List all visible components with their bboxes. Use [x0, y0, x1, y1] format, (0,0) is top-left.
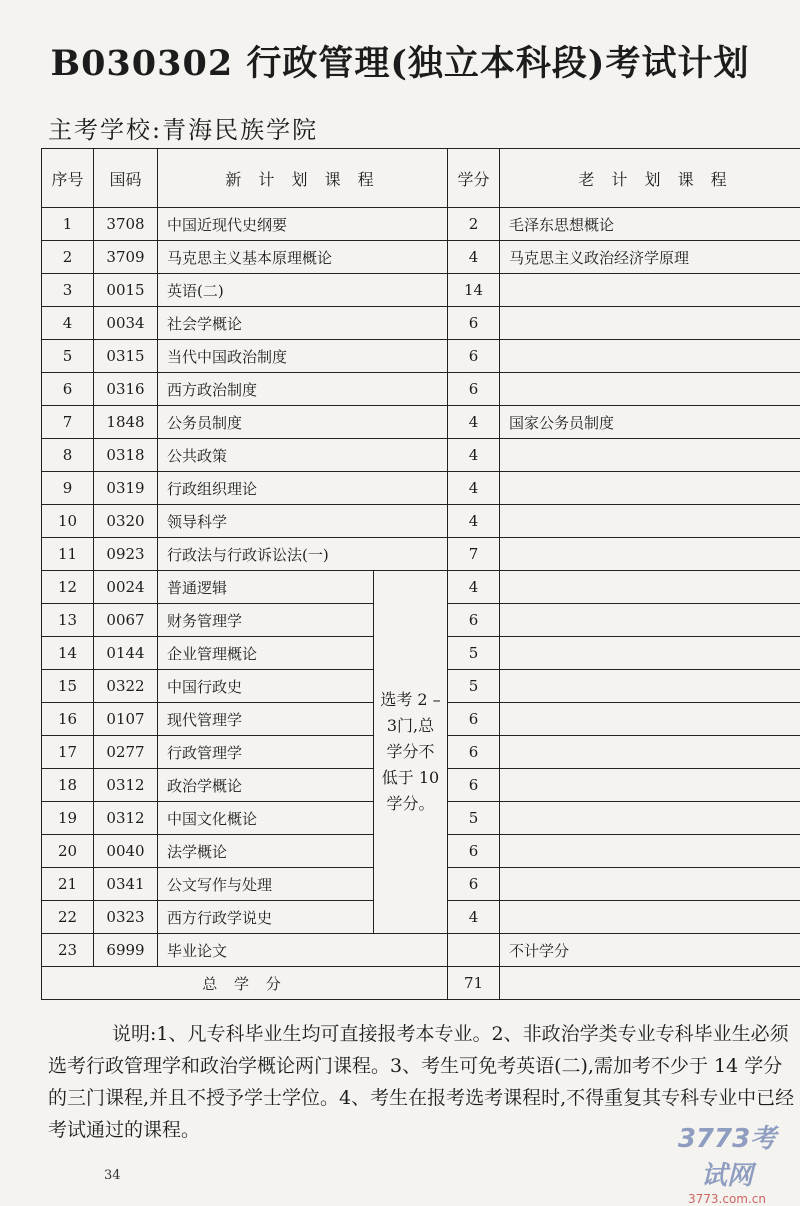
row-code: 0107 — [94, 703, 158, 736]
row-code: 0277 — [94, 736, 158, 769]
row-code: 0144 — [94, 637, 158, 670]
row-code: 0923 — [94, 538, 158, 571]
row-course: 中国文化概论 — [158, 802, 374, 835]
row-code: 0312 — [94, 769, 158, 802]
row-old-course — [500, 769, 800, 802]
page-number: 34 — [104, 1168, 121, 1183]
row-course: 当代中国政治制度 — [158, 340, 448, 373]
row-old-course — [500, 868, 800, 901]
row-course: 公共政策 — [158, 439, 448, 472]
row-code: 0319 — [94, 472, 158, 505]
row-course: 西方行政学说史 — [158, 901, 374, 934]
row-old-course — [500, 340, 800, 373]
row-code: 0067 — [94, 604, 158, 637]
row-credit — [448, 934, 500, 967]
row-code: 0320 — [94, 505, 158, 538]
row-course: 现代管理学 — [158, 703, 374, 736]
exam-plan-table — [41, 148, 800, 1000]
page-title: B030302 行政管理(独立本科段)考试计划 — [0, 36, 800, 86]
row-code: 6999 — [94, 934, 158, 967]
host-school: 主考学校:青海民族学院 — [48, 110, 318, 145]
row-credit: 4 — [448, 901, 500, 934]
row-old-course — [500, 472, 800, 505]
row-no: 9 — [42, 472, 94, 505]
table-row — [42, 208, 800, 241]
thesis-row — [42, 934, 800, 967]
table-row — [42, 241, 800, 274]
row-old-course — [500, 901, 800, 934]
row-course: 行政管理学 — [158, 736, 374, 769]
watermark-url: 3773.com.cn — [672, 1192, 782, 1206]
row-no: 18 — [42, 769, 94, 802]
row-code: 3708 — [94, 208, 158, 241]
row-old-course: 马克思主义政治经济学原理 — [500, 241, 800, 274]
table-row — [42, 472, 800, 505]
row-course: 西方政治制度 — [158, 373, 448, 406]
header-credit: 学分 — [448, 149, 500, 208]
row-credit: 7 — [448, 538, 500, 571]
row-code: 0315 — [94, 340, 158, 373]
header-new-course: 新 计 划 课 程 — [158, 149, 448, 208]
row-no: 6 — [42, 373, 94, 406]
row-no: 13 — [42, 604, 94, 637]
row-no: 11 — [42, 538, 94, 571]
row-credit: 4 — [448, 241, 500, 274]
row-credit: 6 — [448, 373, 500, 406]
row-course: 财务管理学 — [158, 604, 374, 637]
table-header-row — [42, 149, 800, 208]
row-old-course — [500, 835, 800, 868]
row-old-course — [500, 802, 800, 835]
table-row — [42, 340, 800, 373]
elective-note: 选考 2 –3门,总学分不低于 10 学分。 — [374, 571, 448, 934]
row-no: 16 — [42, 703, 94, 736]
row-old-course: 毛泽东思想概论 — [500, 208, 800, 241]
row-old-course — [500, 274, 800, 307]
row-old-course: 国家公务员制度 — [500, 406, 800, 439]
row-no: 1 — [42, 208, 94, 241]
row-code: 0034 — [94, 307, 158, 340]
row-course: 普通逻辑 — [158, 571, 374, 604]
row-course: 中国近现代史纲要 — [158, 208, 448, 241]
row-no: 2 — [42, 241, 94, 274]
header-old-course: 老 计 划 课 程 — [500, 149, 800, 208]
row-old-course — [500, 604, 800, 637]
row-code: 0322 — [94, 670, 158, 703]
row-old-course — [500, 307, 800, 340]
row-old-course — [500, 373, 800, 406]
row-old-course — [500, 637, 800, 670]
table-row — [42, 538, 800, 571]
row-credit: 6 — [448, 703, 500, 736]
header-code: 国码 — [94, 149, 158, 208]
row-credit: 6 — [448, 868, 500, 901]
row-no: 17 — [42, 736, 94, 769]
row-code: 0316 — [94, 373, 158, 406]
row-old-course — [500, 703, 800, 736]
row-credit: 4 — [448, 505, 500, 538]
row-old-course: 不计学分 — [500, 934, 800, 967]
watermark-logo: 3773考试网 — [672, 1118, 782, 1192]
row-course: 企业管理概论 — [158, 637, 374, 670]
total-row — [42, 967, 800, 1000]
row-code: 0024 — [94, 571, 158, 604]
row-no: 7 — [42, 406, 94, 439]
row-credit: 4 — [448, 571, 500, 604]
row-credit: 4 — [448, 406, 500, 439]
row-code: 0312 — [94, 802, 158, 835]
table-row — [42, 439, 800, 472]
row-credit: 6 — [448, 736, 500, 769]
row-no: 19 — [42, 802, 94, 835]
row-no: 14 — [42, 637, 94, 670]
row-credit: 6 — [448, 604, 500, 637]
row-no: 3 — [42, 274, 94, 307]
row-code: 3709 — [94, 241, 158, 274]
row-old-course — [500, 439, 800, 472]
row-code: 1848 — [94, 406, 158, 439]
row-credit: 6 — [448, 835, 500, 868]
row-old-course — [500, 670, 800, 703]
row-old-course — [500, 505, 800, 538]
table-row — [42, 307, 800, 340]
row-credit: 5 — [448, 670, 500, 703]
row-no: 23 — [42, 934, 94, 967]
row-credit: 5 — [448, 802, 500, 835]
row-course: 公务员制度 — [158, 406, 448, 439]
row-course: 法学概论 — [158, 835, 374, 868]
row-credit: 6 — [448, 307, 500, 340]
row-course: 行政法与行政诉讼法(一) — [158, 538, 448, 571]
row-no: 12 — [42, 571, 94, 604]
row-no: 21 — [42, 868, 94, 901]
header-no: 序号 — [42, 149, 94, 208]
table-row — [42, 373, 800, 406]
row-credit: 2 — [448, 208, 500, 241]
row-course: 英语(二) — [158, 274, 448, 307]
row-course: 马克思主义基本原理概论 — [158, 241, 448, 274]
row-no: 10 — [42, 505, 94, 538]
total-credit: 71 — [448, 967, 500, 1000]
row-no: 15 — [42, 670, 94, 703]
row-old-course — [500, 538, 800, 571]
row-course: 领导科学 — [158, 505, 448, 538]
site-watermark — [672, 1118, 782, 1206]
row-code: 0323 — [94, 901, 158, 934]
row-old-course — [500, 736, 800, 769]
row-course: 毕业论文 — [158, 934, 448, 967]
row-code: 0015 — [94, 274, 158, 307]
table-row — [42, 274, 800, 307]
row-course: 社会学概论 — [158, 307, 448, 340]
row-course: 行政组织理论 — [158, 472, 448, 505]
row-code: 0040 — [94, 835, 158, 868]
row-course: 公文写作与处理 — [158, 868, 374, 901]
row-course: 政治学概论 — [158, 769, 374, 802]
row-no: 4 — [42, 307, 94, 340]
row-credit: 6 — [448, 340, 500, 373]
total-label: 总 学 分 — [42, 967, 448, 1000]
row-course: 中国行政史 — [158, 670, 374, 703]
row-old-course — [500, 571, 800, 604]
explanation-note: 说明:1、凡专科毕业生均可直接报考本专业。2、非政治学类专业专科毕业生必须选考行政管理学和政治学概论两门课程。3、考生可免考英语(二),需加考不少于 14 学分的三门课程,并且不授予学士学位。4、考生在报考选考课程时,不得重复其专科专业中已经考试通过的课程。 — [48, 1018, 800, 1146]
table-row — [42, 406, 800, 439]
total-old-course — [500, 967, 800, 1000]
table-row — [42, 505, 800, 538]
row-credit: 4 — [448, 439, 500, 472]
row-no: 22 — [42, 901, 94, 934]
row-credit: 6 — [448, 769, 500, 802]
row-code: 0341 — [94, 868, 158, 901]
row-no: 5 — [42, 340, 94, 373]
elective-row — [42, 571, 800, 604]
row-no: 8 — [42, 439, 94, 472]
row-credit: 4 — [448, 472, 500, 505]
row-credit: 14 — [448, 274, 500, 307]
row-code: 0318 — [94, 439, 158, 472]
row-no: 20 — [42, 835, 94, 868]
row-credit: 5 — [448, 637, 500, 670]
